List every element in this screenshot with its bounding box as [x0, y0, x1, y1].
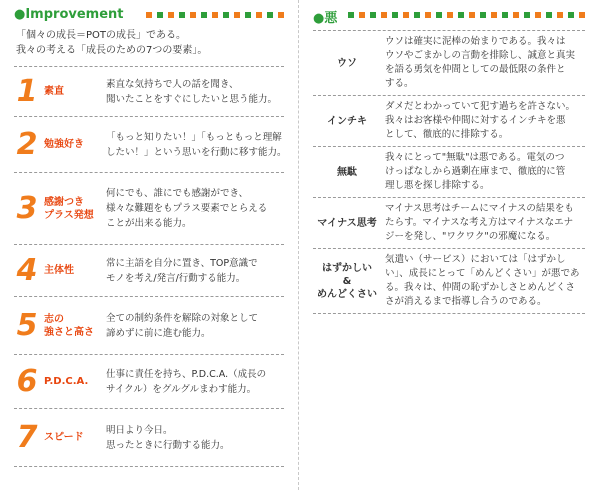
item-label	[44, 85, 106, 98]
evil-description	[385, 202, 585, 244]
item-label-line: スピード	[44, 432, 84, 443]
evil-description-line: 気遣い（サービス）においては「はずかし	[385, 254, 566, 265]
item-label-line: 感謝つき	[44, 196, 84, 208]
item-label-line: 勉強好き	[44, 139, 84, 150]
item-label-line: P.D.C.A.	[44, 376, 89, 387]
improvement-item	[14, 67, 284, 117]
item-label	[44, 196, 106, 222]
evil-label-line: &	[342, 275, 352, 287]
item-description-line: サイクル）をグルグルまわす能力。	[106, 383, 257, 395]
evil-description-line: たらす。マイナスな考え方はマイナスなエナ	[385, 217, 574, 228]
item-label-line: 強さと高さ	[44, 326, 94, 338]
evil-description-line: マイナス思考はチームにマイナスの結果をも	[385, 203, 574, 214]
evil-description-line: さが消えるまで指導し合うのである。	[385, 296, 547, 307]
evil-description-line: ジーを発し、"ワクワク"の邪魔になる。	[385, 231, 556, 242]
improvement-item	[14, 117, 287, 173]
improvement-header	[14, 4, 284, 26]
intro-line: 我々の考える「成長のための7つの要素」。	[16, 45, 208, 56]
evil-label-line: ウソ	[337, 57, 357, 69]
item-label	[44, 138, 106, 151]
evil-description-line: 理し悪を探し排除する。	[385, 180, 490, 191]
evil-label-line: はずかしい	[322, 262, 372, 274]
column-divider	[298, 0, 299, 490]
item-description-line: 聞いたことをすぐにしたいと思う能力。	[106, 93, 278, 105]
item-description-line: 明日より今日。	[106, 424, 173, 436]
item-description	[106, 256, 284, 286]
evil-description	[385, 151, 585, 193]
item-description	[106, 367, 284, 397]
evil-item	[313, 249, 585, 314]
improvement-item	[14, 409, 284, 467]
evil-label-line: マイナス思考	[317, 217, 377, 229]
evil-description-line: として、徹底的に排除する。	[385, 129, 509, 140]
item-number: 4	[16, 252, 38, 288]
item-label-line: 主体性	[44, 265, 74, 276]
item-description	[106, 311, 284, 341]
header-dash-line	[146, 12, 284, 18]
item-description-line: 仕事に責任を持ち、P.D.C.A.（成長の	[106, 368, 267, 380]
item-description	[106, 423, 284, 453]
improvement-item	[14, 245, 284, 297]
item-description	[106, 77, 284, 107]
evil-description-line: する。	[385, 78, 414, 89]
evil-description-line: ウソは確実に泥棒の始まりである。我々は	[385, 36, 566, 47]
evil-description-line: 我々にとって"無駄"は悪である。電気のつ	[385, 152, 565, 163]
item-description	[106, 130, 287, 160]
item-description-line: モノを考え/発言/行動する能力。	[106, 272, 246, 284]
item-label	[44, 264, 106, 277]
item-description-line: 全ての制約条件を解除の対象として	[106, 312, 259, 324]
evil-description	[385, 35, 585, 91]
item-label-line: 素直	[44, 86, 64, 97]
header-dash-line	[337, 12, 585, 18]
item-description-line: 諦めずに前に進む能力。	[106, 327, 211, 339]
item-number: 2	[16, 126, 38, 162]
evil-label	[313, 57, 381, 70]
evil-item	[313, 31, 585, 96]
evil-label-line: めんどくさい	[317, 288, 377, 300]
evil-section	[313, 0, 585, 314]
item-label	[44, 375, 106, 388]
improvement-item	[14, 297, 284, 355]
improvement-list	[14, 66, 287, 467]
item-number: 1	[16, 73, 38, 109]
item-description-line: 「もっと知りたい！」「もっともっと理解	[106, 131, 282, 143]
evil-description-line: る。我々は、仲間の恥ずかしさとめんどくさ	[385, 282, 576, 293]
item-label	[44, 431, 106, 444]
evil-label-line: 無駄	[337, 166, 357, 178]
item-label-line: 志の	[44, 313, 64, 325]
item-label	[44, 313, 106, 339]
item-number: 6	[16, 363, 38, 399]
item-label-line: プラス発想	[44, 209, 94, 221]
evil-description-line: ウソやごまかしの言動を排除し、誠意と真実	[385, 50, 576, 61]
evil-item	[313, 96, 585, 147]
item-description-line: 思ったときに行動する能力。	[106, 439, 230, 451]
evil-list	[313, 30, 585, 314]
improvement-item	[14, 355, 284, 409]
item-number: 5	[16, 307, 38, 343]
item-description-line: ことが出来る能力。	[106, 218, 192, 229]
item-description-line: したい！」という思いを行動に移す能力。	[106, 146, 287, 158]
evil-description-line: い」、成長にとって「めんどくさい」が悪であ	[385, 268, 580, 279]
evil-description	[385, 253, 585, 309]
evil-item	[313, 147, 585, 198]
item-description-line: 様々な難題をもプラス要素でとらえる	[106, 203, 268, 214]
evil-label	[313, 166, 381, 179]
item-description	[106, 186, 284, 231]
item-number: 7	[16, 419, 38, 455]
improvement-title: ●Improvement	[14, 7, 130, 22]
evil-label	[313, 115, 381, 128]
evil-description-line: 我々はお客様や仲間に対するインチキを悪	[385, 115, 566, 126]
improvement-section	[14, 0, 287, 467]
evil-label	[313, 262, 381, 301]
improvement-item	[14, 173, 284, 245]
intro-line: 「個々の成長＝POTの成長」である。	[16, 30, 187, 41]
evil-item	[313, 198, 585, 249]
improvement-intro	[16, 28, 284, 58]
evil-description	[385, 100, 585, 142]
item-number: 3	[16, 190, 38, 226]
item-description-line: 常に主語を自分に置き、TOP意識で	[106, 257, 258, 269]
evil-title: ●悪	[313, 7, 343, 26]
evil-header	[313, 4, 585, 26]
item-description-line: 何にでも、誰にでも感謝ができ、	[106, 188, 249, 199]
evil-description-line: けっぱなしから過剰在庫まで、徹底的に管	[385, 166, 566, 177]
evil-label-line: インチキ	[327, 115, 367, 127]
evil-description-line: ダメだとわかっていて犯す過ちを許さない。	[385, 101, 576, 112]
evil-label	[313, 217, 381, 230]
evil-description-line: を語る勇気を仲間としての最低限の条件と	[385, 64, 566, 75]
item-description-line: 素直な気持ちで人の話を聞き、	[106, 78, 239, 90]
